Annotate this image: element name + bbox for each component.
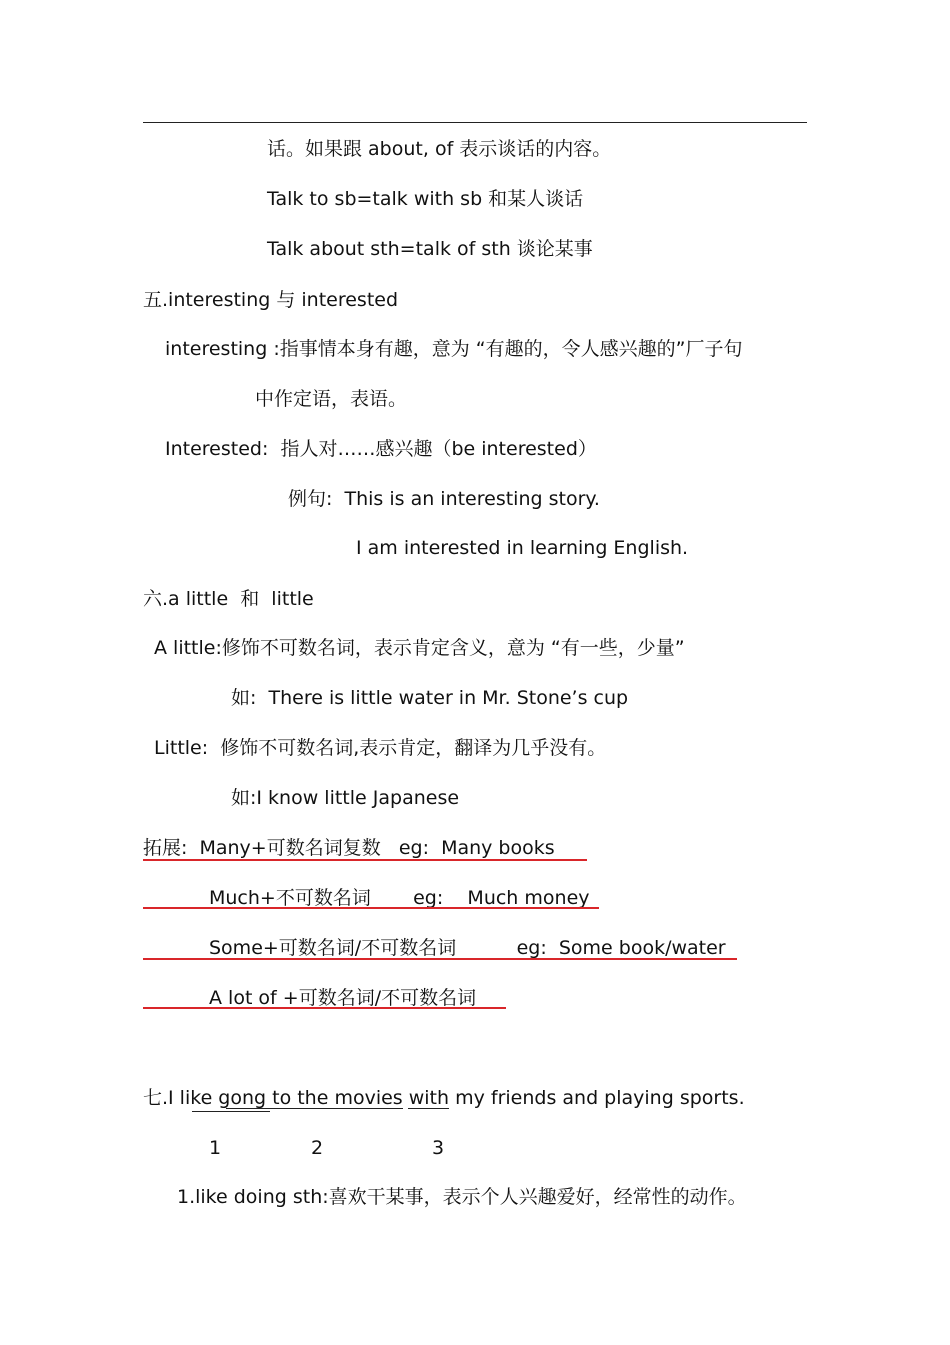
text-line-6: 中作定语，表语。: [255, 388, 408, 410]
underline-like: [192, 1111, 270, 1112]
text-line-11: A little:修饰不可数名词，表示肯定含义，意为 “有一些，少量”: [154, 637, 685, 659]
red-underline-4: [143, 1007, 506, 1009]
example-line-3: 如: There is little water in Mr. Stone’s cup: [231, 687, 629, 709]
section-heading-5: 五.interesting 与 interested: [143, 289, 399, 311]
extension-line-3: Some+可数名词/不可数名词 eg: Some book/water: [209, 937, 726, 959]
marker-2: 2: [311, 1137, 324, 1159]
red-underline-1: [143, 859, 587, 861]
red-underline-3: [143, 958, 737, 960]
extension-line-2: Much+不可数名词 eg: Much money: [209, 887, 590, 909]
example-line-4: 如:I know little Japanese: [231, 787, 460, 809]
example-line-1: 例句: This is an interesting story.: [288, 488, 600, 510]
extension-line-4: A lot of +可数名词/不可数名词: [209, 987, 477, 1009]
text-line-1: 话。如果跟 about, of 表示谈话的内容。: [267, 138, 612, 160]
section-heading-6: 六.a little 和 little: [143, 588, 314, 610]
text-line-7: Interested: 指人对……感兴趣（be interested）: [165, 438, 597, 460]
example-line-2: I am interested in learning English.: [356, 537, 689, 559]
extension-line-1: 拓展: Many+可数名词复数 eg: Many books: [143, 837, 555, 859]
text-line-13: Little: 修饰不可数名词,表示肯定，翻译为几乎没有。: [154, 737, 607, 759]
text-line-3: Talk about sth=talk of sth 谈论某事: [267, 238, 593, 260]
marker-3: 3: [432, 1137, 445, 1159]
section-heading-7: 七.I like gong to the movies with my friends and playing sports.: [143, 1087, 745, 1109]
red-underline-2: [143, 907, 599, 909]
text-line-21: 1.like doing sth:喜欢干某事，表示个人兴趣爱好，经常性的动作。: [177, 1186, 747, 1208]
header-rule: [143, 122, 807, 123]
text-line-2: Talk to sb=talk with sb 和某人谈话: [267, 188, 584, 210]
marker-1: 1: [209, 1137, 222, 1159]
text-line-5: interesting :指事情本身有趣，意为 “有趣的，令人感兴趣的”厂子句: [165, 338, 743, 360]
underline-with: [408, 1108, 449, 1109]
underline-gong-to-the-movies: [226, 1108, 403, 1109]
